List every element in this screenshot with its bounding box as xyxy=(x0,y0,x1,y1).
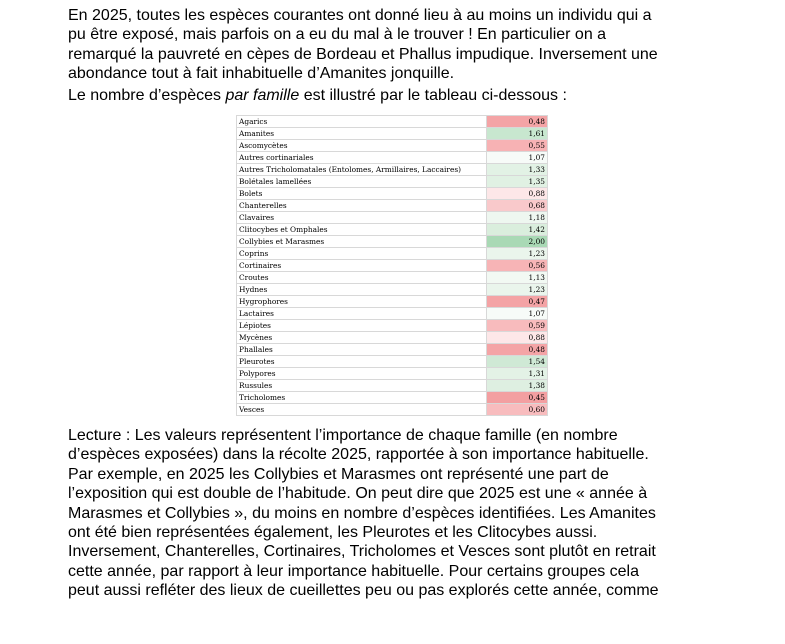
family-name: Coprins xyxy=(237,248,487,260)
family-name: Lépiotes xyxy=(237,320,487,332)
family-name: Agarics xyxy=(237,116,487,128)
lecture-line: peut aussi refléter des lieux de cueillettes peu ou pas explorés cette année, comme xyxy=(68,582,659,600)
table-row xyxy=(237,152,548,164)
table-row xyxy=(237,332,548,344)
family-ratio-table xyxy=(236,115,548,416)
table-row xyxy=(237,308,548,320)
family-ratio-value: 0,47 xyxy=(487,296,548,308)
table-row xyxy=(237,200,548,212)
family-ratio-value: 1,33 xyxy=(487,164,548,176)
family-ratio-value: 1,42 xyxy=(487,224,548,236)
lecture-line: ont été bien représentées également, les Pleurotes et les Clitocybes aussi. xyxy=(68,524,598,542)
family-ratio-value: 0,68 xyxy=(487,200,548,212)
table-row xyxy=(237,320,548,332)
family-name: Phallales xyxy=(237,344,487,356)
family-ratio-value: 0,45 xyxy=(487,392,548,404)
family-ratio-value: 0,48 xyxy=(487,116,548,128)
family-name: Chanterelles xyxy=(237,200,487,212)
family-name: Tricholomes xyxy=(237,392,487,404)
table-row xyxy=(237,284,548,296)
table-row xyxy=(237,404,548,416)
table-row xyxy=(237,140,548,152)
family-name: Amanites xyxy=(237,128,487,140)
family-name: Bolétales lamellées xyxy=(237,176,487,188)
family-name: Autres cortinariales xyxy=(237,152,487,164)
table-row xyxy=(237,128,548,140)
family-ratio-value: 1,07 xyxy=(487,152,548,164)
family-name: Hygrophores xyxy=(237,296,487,308)
family-name: Vesces xyxy=(237,404,487,416)
intro-line: pu être exposé, mais parfois on a eu du mal à le trouver ! En particulier on a xyxy=(68,26,607,44)
family-ratio-value: 1,54 xyxy=(487,356,548,368)
family-name: Clitocybes et Omphales xyxy=(237,224,487,236)
lead-emphasis: par famille xyxy=(225,87,300,104)
family-name: Ascomycètes xyxy=(237,140,487,152)
family-ratio-value: 0,88 xyxy=(487,188,548,200)
family-name: Mycènes xyxy=(237,332,487,344)
table-row xyxy=(237,116,548,128)
intro-line: abondance tout à fait inhabituelle d’Amanites jonquille. xyxy=(68,65,455,83)
family-ratio-value: 1,35 xyxy=(487,176,548,188)
table-row xyxy=(237,380,548,392)
lead-text: Le nombre d’espèces xyxy=(68,87,226,104)
family-name: Bolets xyxy=(237,188,487,200)
table-row xyxy=(237,236,548,248)
family-ratio-value: 0,88 xyxy=(487,332,548,344)
table-row xyxy=(237,176,548,188)
lecture-line: Marasmes et Collybies », du moins en nombre d’espèces identifiées. Les Amanites xyxy=(68,504,656,522)
family-ratio-value: 0,60 xyxy=(487,404,548,416)
family-name: Autres Tricholomatales (Entolomes, Armillaires, Laccaires) xyxy=(237,164,487,176)
family-name: Croutes xyxy=(237,272,487,284)
family-name: Polypores xyxy=(237,368,487,380)
family-ratio-value: 1,18 xyxy=(487,212,548,224)
family-name: Russules xyxy=(237,380,487,392)
lecture-line: Par exemple, en 2025 les Collybies et Marasmes ont représenté une part de xyxy=(68,465,609,483)
family-ratio-value: 1,23 xyxy=(487,248,548,260)
table-lead-sentence xyxy=(68,86,567,105)
lecture-line: l’exposition qui est double de l’habitude. On peut dire que 2025 est une « année à xyxy=(68,485,648,503)
family-ratio-value: 1,13 xyxy=(487,272,548,284)
lecture-line: Lecture : Les valeurs représentent l’importance de chaque famille (en nombre xyxy=(68,427,618,444)
table-row xyxy=(237,272,548,284)
family-ratio-value: 2,00 xyxy=(487,236,548,248)
intro-line: En 2025, toutes les espèces courantes ont donné lieu à au moins un individu qui a xyxy=(68,7,652,24)
family-ratio-value: 0,56 xyxy=(487,260,548,272)
family-ratio-value: 0,55 xyxy=(487,140,548,152)
family-ratio-value: 1,38 xyxy=(487,380,548,392)
table-row xyxy=(237,188,548,200)
intro-line: remarqué la pauvreté en cèpes de Bordeau et Phallus impudique. Inversement une xyxy=(68,45,658,63)
lecture-line: cette année, par rapport à leur importance habituelle. Pour certains groupes cela xyxy=(68,562,640,580)
family-name: Clavaires xyxy=(237,212,487,224)
table-row xyxy=(237,164,548,176)
intro-paragraph xyxy=(68,6,714,84)
table-row xyxy=(237,356,548,368)
table-row xyxy=(237,260,548,272)
lead-text-end: est illustré par le tableau ci-dessous : xyxy=(299,87,567,104)
table-row xyxy=(237,392,548,404)
family-ratio-value: 0,59 xyxy=(487,320,548,332)
lecture-paragraph xyxy=(68,426,714,601)
family-name: Lactaires xyxy=(237,308,487,320)
table-row xyxy=(237,248,548,260)
family-ratio-value: 1,23 xyxy=(487,284,548,296)
table-row xyxy=(237,368,548,380)
family-ratio-value: 1,61 xyxy=(487,128,548,140)
table-row xyxy=(237,344,548,356)
lecture-line: d’espèces exposées) dans la récolte 2025, rapportée à son importance habituelle. xyxy=(68,446,649,464)
family-name: Pleurotes xyxy=(237,356,487,368)
lecture-line: Inversement, Chanterelles, Cortinaires, Tricholomes et Vesces sont plutôt en retrait xyxy=(68,543,656,561)
family-ratio-value: 1,07 xyxy=(487,308,548,320)
table-row xyxy=(237,212,548,224)
table-row xyxy=(237,296,548,308)
family-ratio-value: 0,48 xyxy=(487,344,548,356)
family-name: Collybies et Marasmes xyxy=(237,236,487,248)
table-row xyxy=(237,224,548,236)
family-name: Cortinaires xyxy=(237,260,487,272)
family-ratio-value: 1,31 xyxy=(487,368,548,380)
family-name: Hydnes xyxy=(237,284,487,296)
